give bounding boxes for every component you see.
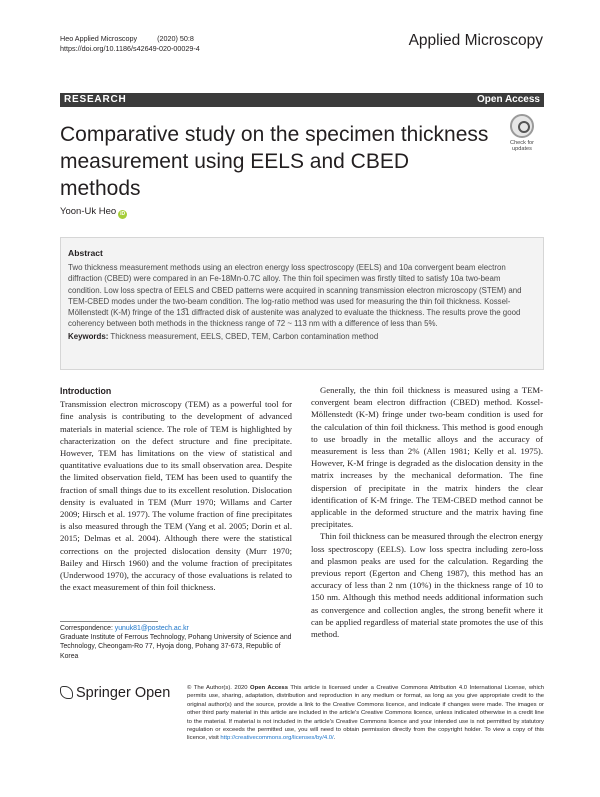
affiliation-text: Graduate Institute of Ferrous Technology, Pohang University of Science and Technology, Cheongam-Ro 77, Hyoja dong, Pohang 37-673, Republic of Korea: [60, 634, 292, 660]
right-column: [311, 384, 543, 640]
keywords-label: Keywords:: [68, 331, 109, 341]
open-access-label: Open Access: [477, 94, 540, 105]
author-line: [60, 206, 127, 219]
article-title: Comparative study on the specimen thickness measurement using EELS and CBED methods: [60, 123, 489, 200]
doi-link[interactable]: https://doi.org/10.1186/s42649-020-00029-4: [60, 43, 200, 53]
author-name: Yoon-Uk Heo: [60, 206, 117, 217]
article-type-bar: [60, 93, 544, 107]
license-body: This article is licensed under a Creative Commons Attribution 4.0 International License, which permits use, sharing, adaptation, distribution and reproduction in any medium or format, as long as you give appropriate credit to the original author(s) and the source, provide a link to the Creative Commons licence, and indicate if changes were made. The images or other third party material in this article are included in the article's Creative Commons licence, unless indicated otherwise in a credit line to the material. If material is not included in the article's Creative Commons licence and your intended use is not permitted by statutory regulation or exceeds the permitted use, you will need to obtain permission directly from the copyright holder. To view a copy of this licence, visit: [187, 685, 544, 742]
check-for-updates-badge[interactable]: [501, 114, 543, 158]
check-updates-icon: [510, 114, 534, 138]
check-updates-text: Check for updates: [510, 140, 534, 153]
license-end: .: [333, 735, 336, 742]
license-url[interactable]: http://creativecommons.org/licenses/by/4.0/: [220, 735, 334, 742]
springer-open-logo: [60, 685, 170, 701]
publisher-name: Springer Open: [76, 685, 171, 701]
citation-line: Heo Applied Microscopy (2020) 50:8: [60, 34, 194, 43]
body-paragraph-2: Thin foil thickness can be measured through the electron energy loss spectroscopy (EELS). Low loss spectra including zero-loss and plasmon peaks are used for the calculation. Regarding the previous report (Egerton and Cheng 1987), this method has an accuracy of less than 2 nm (10%) in the thickness range of 10 to 150 nm. Although this method needs additional information such as convergence and collection angles, the strong benefit where it can be applied regardless of material state promotes the use of this method.: [311, 531, 543, 640]
footnote-divider: [60, 621, 158, 622]
running-header: [60, 34, 200, 53]
orcid-icon[interactable]: iD: [120, 211, 126, 217]
introduction-heading: Introduction: [60, 386, 112, 396]
keywords-line: [68, 331, 535, 342]
journal-title: Applied Microscopy: [408, 32, 543, 49]
springer-horse-icon: [60, 686, 73, 699]
correspondence-label: Correspondence:: [60, 625, 115, 632]
abstract-heading: Abstract: [68, 248, 103, 258]
license-open-access: Open Access: [250, 685, 288, 691]
license-owner: © The Author(s). 2020: [187, 685, 251, 691]
introduction-paragraph: Transmission electron microscopy (TEM) as a powerful tool for fine analysis is contributing to the development of advanced materials in material science. The role of TEM is highlighted by characterization on the defect structure and fine precipitate. However, TEM has limitations on the view of statistical and quantitative evaluations due to its small observation area. Despite the limited observation field, TEM has been used to quantify the fraction of small things due to its excellent resolution. Dislocation density is evaluated in TEM (Murr 1970; Willams and Carter 2009; Hirsch et al. 1977). The volume fraction of fine precipitates is also measured through the TEM (Yang et al. 2005; Dorin et al. 2015; Delmas et al. 2004). Although there were the statistical corrections on the projected dislocation density (Murr 1970; Bailey and Hirsch 1960) and the volume fraction of precipitates (Underwood 1970), the accuracy of those evaluations is related to the exact measurement of thin foil thickness.: [60, 399, 292, 593]
abstract-text: Two thickness measurement methods using an electron energy loss spectroscopy (EELS) and 10a convergent beam electron diffraction (CBED) were compared in an Fe-18Mn-0.7C alloy. The thin foil specimen was firstly tilted to satisfy 10a two-beam condition. Low loss spectra of EELS and CBED patterns were acquired in scanning transmission electron microscopy (STEM) and TEM-CBED modes under the two-beam condition. The log-ratio method was used for measuring the thin foil thickness. Kossel-Möllenstedt (K-M) fringe of the 13̅1 diffracted disk of austenite was analyzed to evaluate the thickness. The results prove the good coherency between both methods in the thickness range of 72 ~ 113 nm with a difference of less than 5%.: [68, 263, 522, 329]
keywords-list: Thickness measurement, EELS, CBED, TEM, Carbon contamination method: [108, 331, 379, 341]
article-type-label: RESEARCH: [64, 94, 127, 105]
license-text: [187, 684, 544, 743]
abstract-box: [60, 237, 544, 370]
correspondence-email[interactable]: yunuk81@postech.ac.kr: [114, 625, 189, 632]
correspondence-footnote: [60, 624, 292, 661]
left-column: [60, 385, 292, 593]
body-paragraph-1: Generally, the thin foil thickness is measured using a TEM- convergent beam electron diffraction (CBED) method. Kossel-Möllenstedt (K-M) fringe under two-beam condition is used for the calculation of thin foil thickness. This method is good enough to use broadly in the metallic alloys and the accuracy of measurement is less than 2% (Allen 1981; Kelly et al. 1975). However, K-M fringe is degraded as the dislocation density in the matrix increases by the mechanical deformation. The fine dispersion of precipitate in the matrix hinders the clear identification of K-M fringe. The TEM-CBED method cannot be applicable in the deformed structure and the matrix having fine precipitates.: [311, 385, 543, 530]
